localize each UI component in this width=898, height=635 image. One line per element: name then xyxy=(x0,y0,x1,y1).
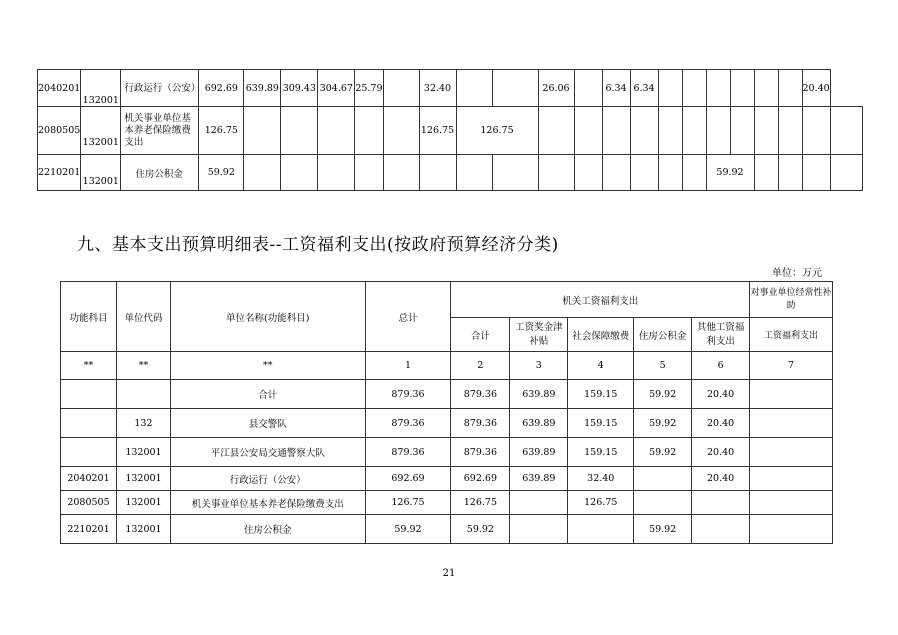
header-total: 总计 xyxy=(365,282,451,352)
func-code-cell: 2040201 xyxy=(61,467,117,491)
amount-cell xyxy=(830,155,862,191)
amount-cell xyxy=(682,155,706,191)
wage-welfare-table xyxy=(60,281,833,544)
func-code-cell: 2040201 xyxy=(38,70,81,107)
index-cell: ** xyxy=(170,352,365,380)
header-sub-total: 合计 xyxy=(451,318,510,352)
amount-cell: 126.75 xyxy=(419,107,456,155)
amount-cell xyxy=(778,70,802,107)
unit-code-cell: 132001 xyxy=(116,515,170,544)
amount-cell xyxy=(538,155,574,191)
unit-code-cell: 132001 xyxy=(116,438,170,467)
amount-cell xyxy=(634,491,692,515)
table-row xyxy=(61,515,833,544)
amount-cell xyxy=(754,107,778,155)
unit-name-cell: 行政运行（公安） xyxy=(121,70,199,107)
amount-cell: 879.36 xyxy=(365,438,451,467)
amount-cell xyxy=(682,107,706,155)
amount-cell xyxy=(754,155,778,191)
index-cell: 4 xyxy=(568,352,634,380)
amount-cell xyxy=(802,107,830,155)
amount-cell xyxy=(658,107,682,155)
amount-cell xyxy=(492,155,538,191)
amount-cell: 25.79 xyxy=(355,70,383,107)
amount-cell: 879.36 xyxy=(451,438,510,467)
amount-cell xyxy=(750,515,833,544)
amount-cell: 639.89 xyxy=(510,409,568,438)
unit-name-cell: 机关事业单位基本养老保险缴费支出 xyxy=(170,491,365,515)
amount-cell xyxy=(281,155,318,191)
amount-cell: 639.89 xyxy=(510,438,568,467)
amount-cell xyxy=(802,155,830,191)
amount-cell xyxy=(778,107,802,155)
func-code-cell xyxy=(61,380,117,409)
amount-cell: 59.92 xyxy=(451,515,510,544)
amount-cell xyxy=(538,107,574,155)
amount-cell xyxy=(750,491,833,515)
amount-cell xyxy=(355,107,383,155)
amount-cell: 59.92 xyxy=(634,380,692,409)
amount-cell xyxy=(750,467,833,491)
amount-cell: 159.15 xyxy=(568,409,634,438)
header-sub-social: 社会保障缴费 xyxy=(568,318,634,352)
table-row xyxy=(61,467,833,491)
header-sub-other: 其他工资福利支出 xyxy=(692,318,750,352)
amount-cell xyxy=(510,515,568,544)
amount-cell: 26.06 xyxy=(538,70,574,107)
unit-code-cell xyxy=(116,380,170,409)
amount-cell xyxy=(456,70,492,107)
index-cell: 5 xyxy=(634,352,692,380)
amount-cell xyxy=(419,155,456,191)
amount-cell: 126.75 xyxy=(451,491,510,515)
unit-code-cell: 132001 xyxy=(116,467,170,491)
amount-cell xyxy=(574,155,602,191)
unit-code-cell: 132 xyxy=(116,409,170,438)
amount-cell xyxy=(658,70,682,107)
index-cell: 7 xyxy=(750,352,833,380)
amount-cell xyxy=(750,438,833,467)
index-cell: 6 xyxy=(692,352,750,380)
unit-name-cell: 住房公积金 xyxy=(170,515,365,544)
func-code-cell xyxy=(61,438,117,467)
amount-cell: 879.36 xyxy=(451,409,510,438)
amount-cell: 59.92 xyxy=(199,155,244,191)
unit-name-cell: 行政运行（公安） xyxy=(170,467,365,491)
amount-cell: 126.75 xyxy=(568,491,634,515)
amount-cell: 879.36 xyxy=(365,380,451,409)
unit-name-cell: 县交警队 xyxy=(170,409,365,438)
amount-cell xyxy=(318,107,355,155)
amount-cell xyxy=(574,70,602,107)
amount-cell xyxy=(281,107,318,155)
amount-cell: 59.92 xyxy=(706,155,754,191)
amount-cell xyxy=(383,155,419,191)
amount-cell: 304.67 xyxy=(318,70,355,107)
table-row xyxy=(38,70,863,107)
func-code-cell: 2210201 xyxy=(38,155,81,191)
header-group-institution: 机关工资福利支出 xyxy=(451,282,750,318)
unit-code-cell: 132001 xyxy=(81,70,121,107)
amount-cell xyxy=(355,155,383,191)
amount-cell: 692.69 xyxy=(451,467,510,491)
amount-cell: 126.75 xyxy=(199,107,244,155)
amount-cell: 20.40 xyxy=(692,409,750,438)
index-cell: 1 xyxy=(365,352,451,380)
amount-cell: 20.40 xyxy=(692,380,750,409)
amount-cell: 20.40 xyxy=(692,438,750,467)
amount-cell xyxy=(510,491,568,515)
amount-cell: 59.92 xyxy=(634,438,692,467)
func-code-cell xyxy=(61,409,117,438)
header-row xyxy=(61,282,833,318)
amount-cell: 20.40 xyxy=(692,467,750,491)
amount-cell: 692.69 xyxy=(365,467,451,491)
unit-code-cell: 132001 xyxy=(81,155,121,191)
table-row xyxy=(38,155,863,191)
table-row xyxy=(61,409,833,438)
amount-cell: 639.89 xyxy=(244,70,281,107)
amount-cell xyxy=(750,409,833,438)
amount-cell xyxy=(568,515,634,544)
amount-cell xyxy=(830,107,862,155)
amount-cell: 879.36 xyxy=(451,380,510,409)
amount-cell xyxy=(692,515,750,544)
func-code-cell: 2080505 xyxy=(38,107,81,155)
amount-cell xyxy=(456,155,492,191)
header-name: 单位名称(功能科目) xyxy=(170,282,365,352)
index-row xyxy=(61,352,833,380)
amount-cell xyxy=(630,107,658,155)
table-row xyxy=(38,107,863,155)
amount-cell xyxy=(634,467,692,491)
amount-cell: 126.75 xyxy=(365,491,451,515)
unit-code-cell: 132001 xyxy=(116,491,170,515)
amount-cell xyxy=(602,107,630,155)
amount-cell xyxy=(383,107,419,155)
unit-code-cell: 132001 xyxy=(81,107,121,155)
amount-cell xyxy=(602,155,630,191)
amount-cell: 692.69 xyxy=(199,70,244,107)
amount-cell: 879.36 xyxy=(365,409,451,438)
amount-cell xyxy=(750,380,833,409)
amount-cell xyxy=(658,155,682,191)
amount-cell xyxy=(492,70,538,107)
index-cell: ** xyxy=(116,352,170,380)
index-cell: 3 xyxy=(510,352,568,380)
header-code: 单位代码 xyxy=(116,282,170,352)
amount-cell xyxy=(706,70,730,107)
index-cell: ** xyxy=(61,352,117,380)
amount-cell xyxy=(706,107,730,155)
amount-cell xyxy=(630,155,658,191)
amount-cell: 32.40 xyxy=(568,467,634,491)
amount-cell: 639.89 xyxy=(510,380,568,409)
header-func: 功能科目 xyxy=(61,282,117,352)
header-sub-fund: 住房公积金 xyxy=(634,318,692,352)
amount-cell xyxy=(574,107,602,155)
amount-cell xyxy=(730,70,754,107)
amount-cell: 639.89 xyxy=(510,467,568,491)
amount-cell xyxy=(244,107,281,155)
amount-cell: 159.15 xyxy=(568,438,634,467)
func-code-cell: 2080505 xyxy=(61,491,117,515)
amount-cell: 159.15 xyxy=(568,380,634,409)
amount-cell: 309.43 xyxy=(281,70,318,107)
amount-cell: 59.92 xyxy=(365,515,451,544)
table-row xyxy=(61,380,833,409)
header-sub-welfare: 工资福利支出 xyxy=(750,318,833,352)
amount-cell xyxy=(692,491,750,515)
page-number: 21 xyxy=(442,568,456,579)
amount-cell: 6.34 xyxy=(602,70,630,107)
continuation-table xyxy=(37,69,863,191)
amount-cell xyxy=(730,107,754,155)
header-sub-wage: 工资奖金津补贴 xyxy=(510,318,568,352)
unit-name-cell: 平江县公安局交通警察大队 xyxy=(170,438,365,467)
amount-cell: 126.75 xyxy=(456,107,538,155)
unit-name-cell: 合计 xyxy=(170,380,365,409)
amount-cell: 6.34 xyxy=(630,70,658,107)
table-row xyxy=(61,491,833,515)
unit-name-cell: 住房公积金 xyxy=(121,155,199,191)
amount-cell: 59.92 xyxy=(634,409,692,438)
amount-cell xyxy=(383,70,419,107)
section-title: 九、基本支出预算明细表--工资福利支出(按政府预算经济分类) xyxy=(77,235,559,255)
unit-label: 单位：万元 xyxy=(772,268,822,279)
amount-cell: 32.40 xyxy=(419,70,456,107)
amount-cell xyxy=(754,70,778,107)
amount-cell: 20.40 xyxy=(802,70,830,107)
amount-cell xyxy=(682,70,706,107)
amount-cell xyxy=(778,155,802,191)
unit-name-cell: 机关事业单位基本养老保险缴费支出 xyxy=(121,107,199,155)
amount-cell xyxy=(244,155,281,191)
amount-cell: 59.92 xyxy=(634,515,692,544)
table-row xyxy=(61,438,833,467)
index-cell: 2 xyxy=(451,352,510,380)
amount-cell xyxy=(318,155,355,191)
header-group-subsidy: 对事业单位经常性补助 xyxy=(750,282,833,318)
func-code-cell: 2210201 xyxy=(61,515,117,544)
